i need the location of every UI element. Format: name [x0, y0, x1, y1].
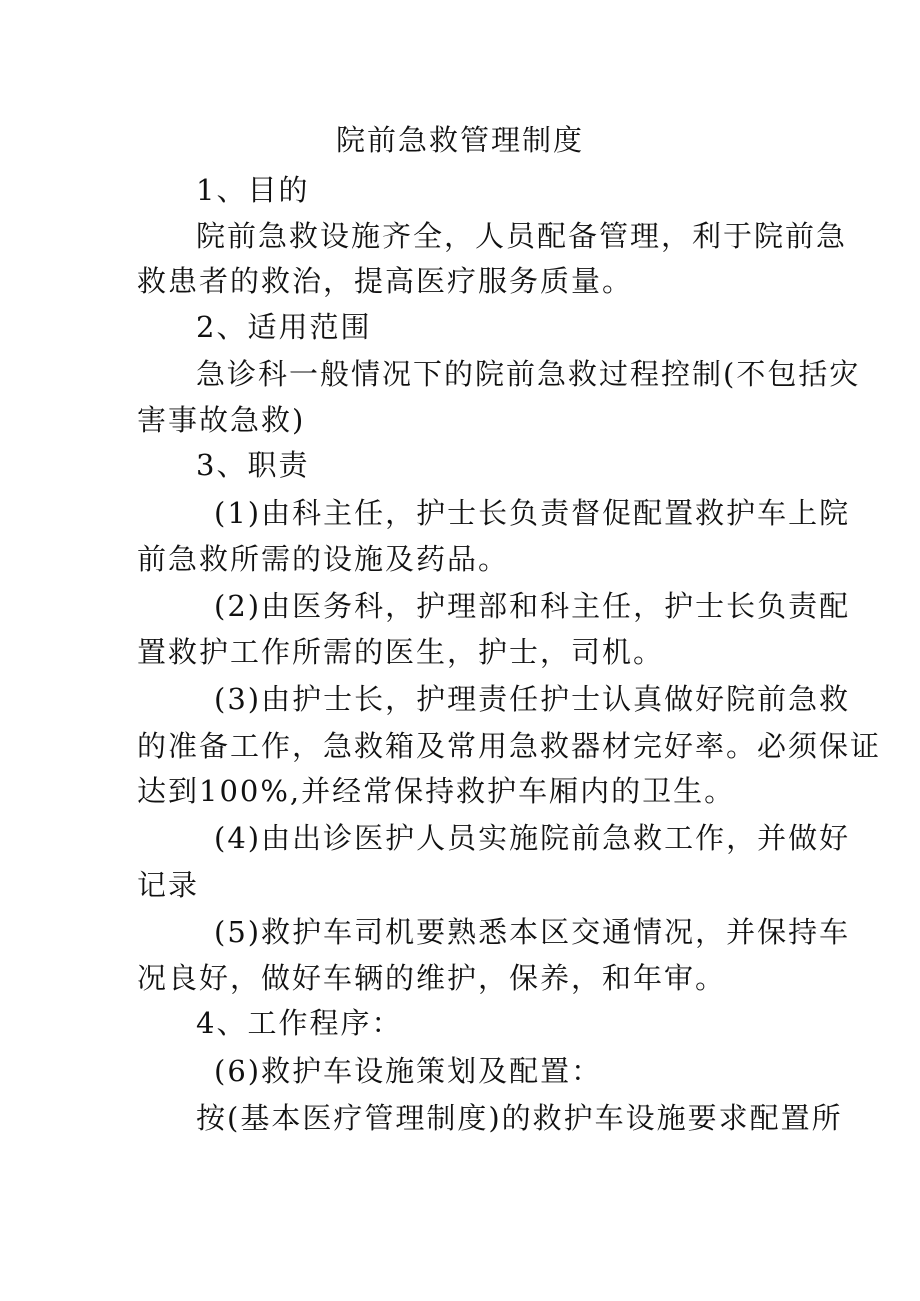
paragraph-line: 达到100%,并经常保持救护车厢内的卫生。	[137, 774, 736, 808]
paragraph-line: 置救护工作所需的医生，护士，司机。	[137, 635, 665, 669]
paragraph-line: (1)由科主任，护士长负责督促配置救护车上院	[214, 496, 851, 530]
paragraph-line: 院前急救设施齐全，人员配备管理，利于院前急	[196, 219, 848, 253]
paragraph-line: (5)救护车司机要熟悉本区交通情况，并保持车	[214, 915, 851, 949]
section-heading-duties: 3、职责	[196, 448, 310, 482]
paragraph-line: 的准备工作，急救箱及常用急救器材完好率。必须保证	[137, 729, 882, 763]
paragraph-line: 急诊科一般情况下的院前急救过程控制(不包括灾	[196, 357, 861, 391]
paragraph-line: (6)救护车设施策划及配置：	[214, 1054, 603, 1088]
paragraph-line: (4)由出诊医护人员实施院前急救工作，并做好	[214, 821, 851, 855]
section-heading-purpose: 1、目的	[196, 173, 310, 207]
paragraph-line: (2)由医务科，护理部和科主任，护士长负责配	[214, 589, 851, 623]
paragraph-line: 害事故急救)	[137, 403, 306, 437]
document-title: 院前急救管理制度	[335, 123, 584, 157]
paragraph-line: 记录	[137, 868, 200, 902]
paragraph-line: 前急救所需的设施及药品。	[137, 542, 510, 576]
paragraph-line: (3)由护士长，护理责任护士认真做好院前急救	[214, 682, 851, 716]
paragraph-line: 况良好，做好车辆的维护，保养，和年审。	[137, 961, 727, 995]
section-heading-scope: 2、适用范围	[196, 310, 372, 344]
paragraph-line: 救患者的救治，提高医疗服务质量。	[137, 264, 634, 298]
section-heading-procedure: 4、工作程序：	[196, 1006, 403, 1040]
paragraph-line: 按(基本医疗管理制度)的救护车设施要求配置所	[196, 1101, 843, 1135]
